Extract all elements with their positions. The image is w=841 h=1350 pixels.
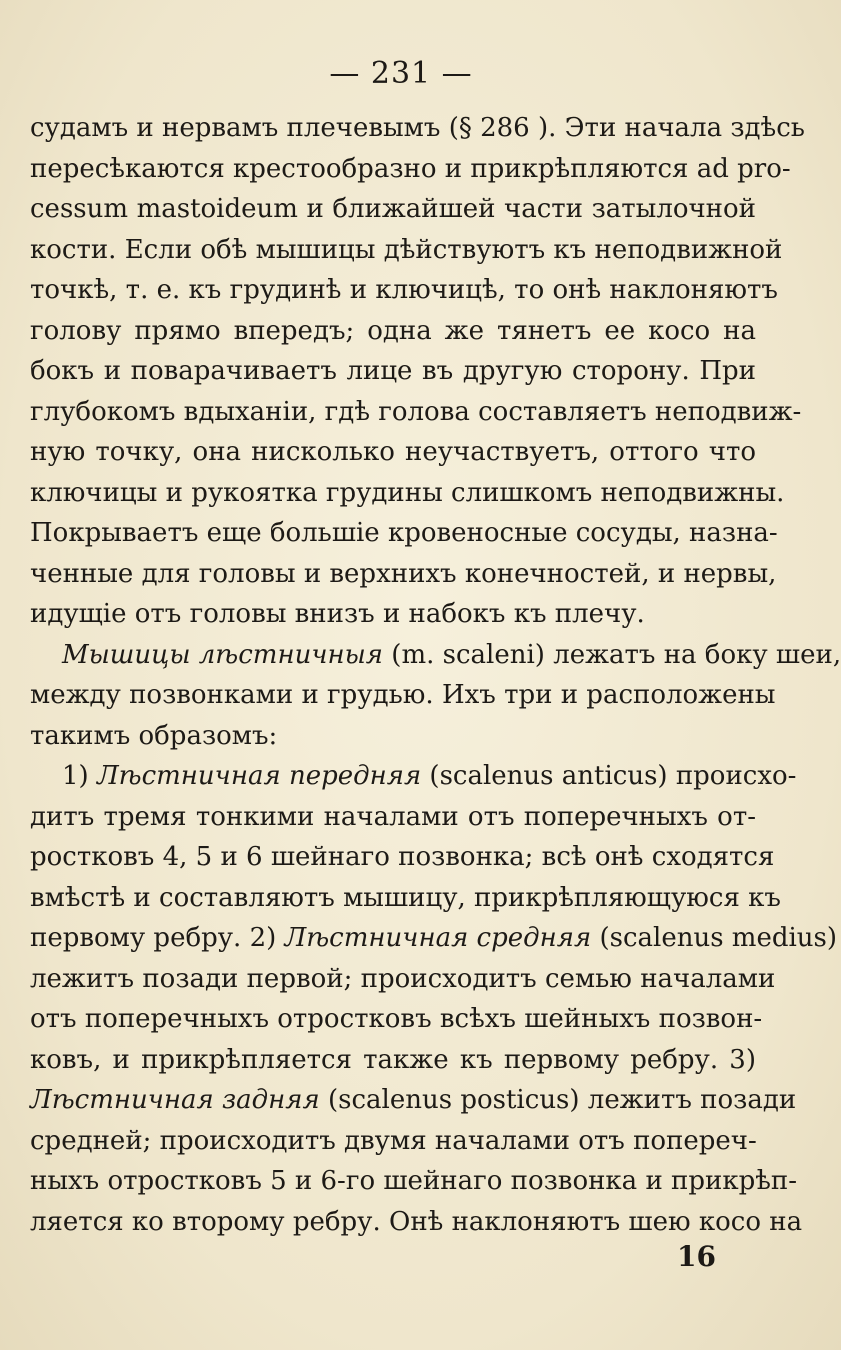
text-line: Лѣстничная задняя (scalenus posticus) лежитъ позади	[30, 1085, 797, 1115]
text-line: лежитъ позади первой; происходитъ семью началами	[30, 963, 776, 994]
body-text	[30, 108, 841, 1242]
text-line: дитъ тремя тонкими началами отъ поперечныхъ от-	[30, 801, 756, 832]
text-line: cessum mastoideum и ближайшей части затылочной	[30, 194, 756, 224]
text-line: бокъ и поварачиваетъ лице въ другую сторону. При	[30, 356, 756, 386]
text-line: ключицы и рукоятка грудины слишкомъ неподвижны.	[30, 477, 785, 508]
text-line: ную точку, она нисколько неучаствуетъ, оттого что	[30, 437, 756, 467]
italic-term: Лѣстничная передняя	[96, 761, 422, 791]
text-line: идущіе отъ головы внизъ и набокъ къ плечу.	[30, 599, 645, 629]
text-line: Мышицы лѣстничныя (m. scaleni) лежатъ на боку шеи,	[62, 639, 841, 670]
text-line: глубокомъ вдыханіи, гдѣ голова составляетъ неподвиж-	[30, 396, 802, 427]
text-line: отъ поперечныхъ отростковъ всѣхъ шейныхъ позвон-	[30, 1004, 763, 1034]
text-line: средней; происходитъ двумя началами отъ попереч-	[30, 1125, 757, 1156]
text-line: ченные для головы и верхнихъ конечностей, и нервы,	[30, 558, 777, 589]
italic-term: Мышицы лѣстничныя	[62, 639, 384, 670]
text-line: пересѣкаются крестообразно и прикрѣпляются ad pro-	[30, 153, 791, 184]
text-line: между позвонками и грудью. Ихъ три и расположены	[30, 680, 776, 710]
text-line: точкѣ, т. е. къ грудинѣ и ключицѣ, то онѣ наклоняютъ	[30, 275, 778, 305]
text-line: кости. Если обѣ мышицы дѣйствуютъ къ неподвижной	[30, 234, 783, 265]
text-line: первому ребру. 2) Лѣстничная средняя (scalenus medius)	[30, 923, 838, 953]
text-line: ляется ко второму ребру. Онѣ наклоняютъ шею косо на	[30, 1206, 803, 1237]
italic-term: Лѣстничная средняя	[284, 923, 592, 953]
signature-mark: 16	[677, 1240, 716, 1273]
text-line: ныхъ отростковъ 5 и 6-го шейнаго позвонка и прикрѣп-	[30, 1166, 798, 1196]
text-line: 1) Лѣстничная передняя (scalenus anticus) происхо-	[62, 761, 797, 791]
text-line: такимъ образомъ:	[30, 720, 278, 751]
text-line: ростковъ 4, 5 и 6 шейнаго позвонка; всѣ онѣ сходятся	[30, 842, 775, 872]
text-line: вмѣстѣ и составляютъ мышицу, прикрѣпляющуюся къ	[30, 882, 781, 913]
text-line: судамъ и нервамъ плечевымъ (§ 286 ). Эти начала здѣсь	[30, 113, 805, 143]
text-line: ковъ, и прикрѣпляется также къ первому ребру. 3)	[30, 1044, 756, 1075]
text-line: голову прямо впередъ; одна же тянетъ ее косо на	[30, 315, 756, 346]
italic-term: Лѣстничная задняя	[30, 1085, 320, 1115]
page-number: — 231 —	[329, 56, 473, 91]
text-line: Покрываетъ еще большіе кровеносные сосуды, назна-	[30, 518, 778, 548]
